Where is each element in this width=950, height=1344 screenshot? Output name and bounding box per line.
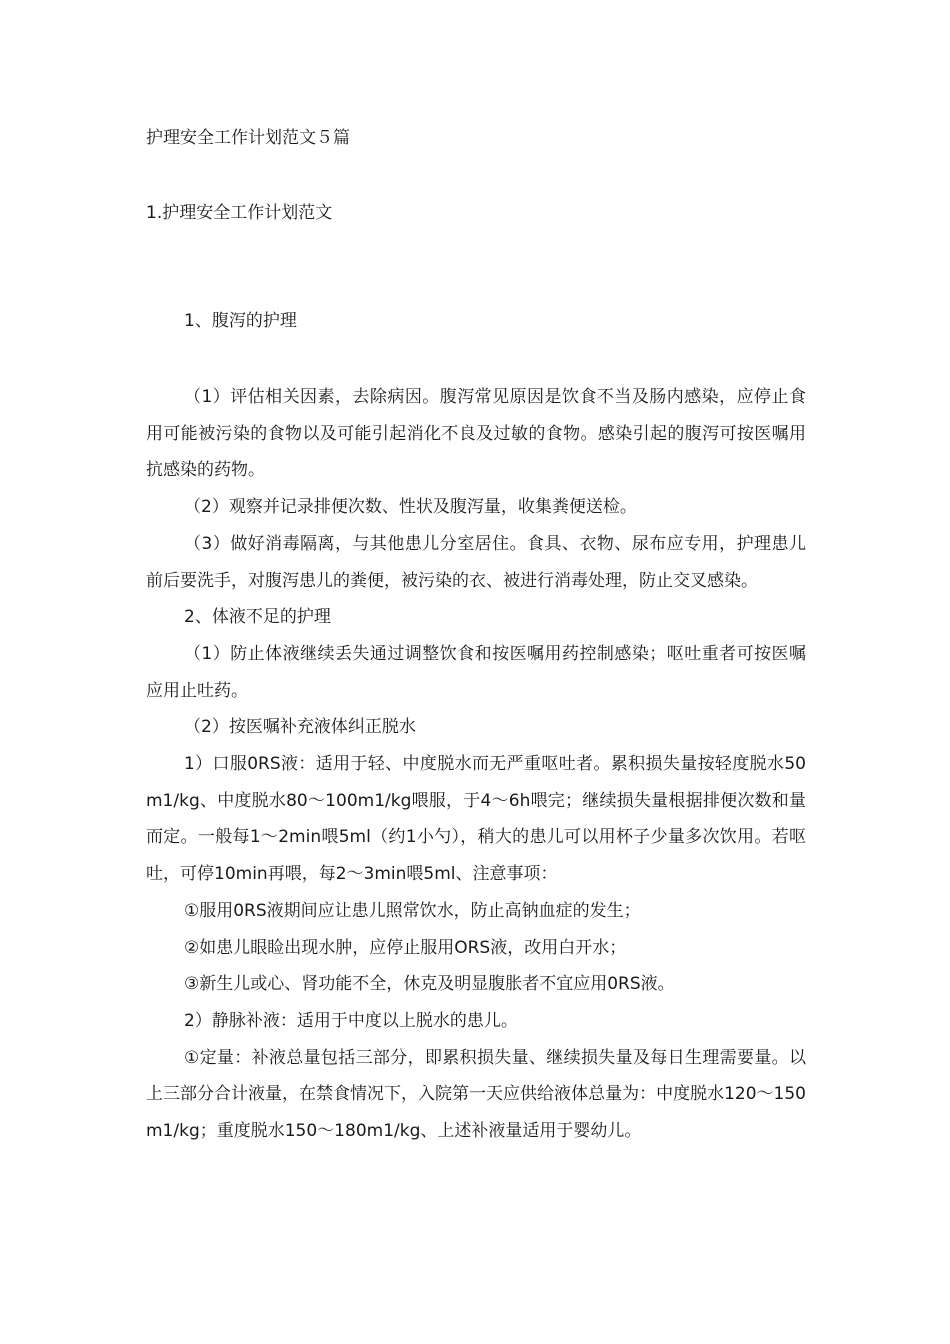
paragraph: 2）静脉补液：适用于中度以上脱水的患儿。 (184, 1010, 518, 1031)
paragraph: （3）做好消毒隔离，与其他患儿分室居住。食具、衣物、尿布应专用，护理患儿前后要洗手，对腹泻患儿的粪便，被污染的衣、被进行消毒处理，防止交叉感染。 (146, 533, 806, 591)
section-heading: 2、体液不足的护理 (184, 607, 331, 628)
paragraph: 1）口服0RS液：适用于轻、中度脱水而无严重呕吐者。累积损失量按轻度脱水50m1/kg、中度脱水80～100m1/kg喂服，于4～6h喂完；继续损失量根据排便次数和量而定。一般每1～2min喂5ml（约1小勺），稍大的患儿可以用杯子少量多次饮用。若呕吐，可停10min再喂，每2～3min喂5ml、注意事项： (146, 754, 806, 885)
paragraph: （1）防止体液继续丢失通过调整饮食和按医嘱用药控制感染；呕吐重者可按医嘱应用止吐药。 (146, 643, 806, 701)
list-item: ①服用0RS液期间应让患儿照常饮水，防止高钠血症的发生； (184, 900, 641, 921)
paragraph: （2）按医嘱补充液体纠正脱水 (184, 717, 416, 738)
paragraph: （1）评估相关因素，去除病因。腹泻常见原因是饮食不当及肠内感染，应停止食用可能被污染的食物以及可能引起消化不良及过敏的食物。感染引起的腹泻可按医嘱用抗感染的药物。 (146, 387, 806, 481)
list-item: ②如患儿眼睑出现水肿，应停止服用ORS液，改用白开水； (184, 937, 627, 958)
paragraph: （2）观察并记录排便次数、性状及腹泻量，收集粪便送检。 (184, 497, 637, 518)
section-title: 1.护理安全工作计划范文 (146, 203, 333, 223)
document-title: 护理安全工作计划范文５篇 (146, 128, 350, 148)
list-item: ③新生儿或心、肾功能不全，休克及明显腹胀者不宜应用0RS液。 (184, 974, 675, 995)
body-text (146, 379, 806, 1150)
paragraph: ①定量：补液总量包括三部分，即累积损失量、继续损失量及每日生理需要量。以上三部分合计液量，在禁食情况下，入院第一天应供给液体总量为：中度脱水120～150m1/kg；重度脱水150～180m1/kg、上述补液量适用于婴幼儿。 (146, 1047, 806, 1142)
subsection-title: 1、腹泻的护理 (184, 311, 297, 331)
